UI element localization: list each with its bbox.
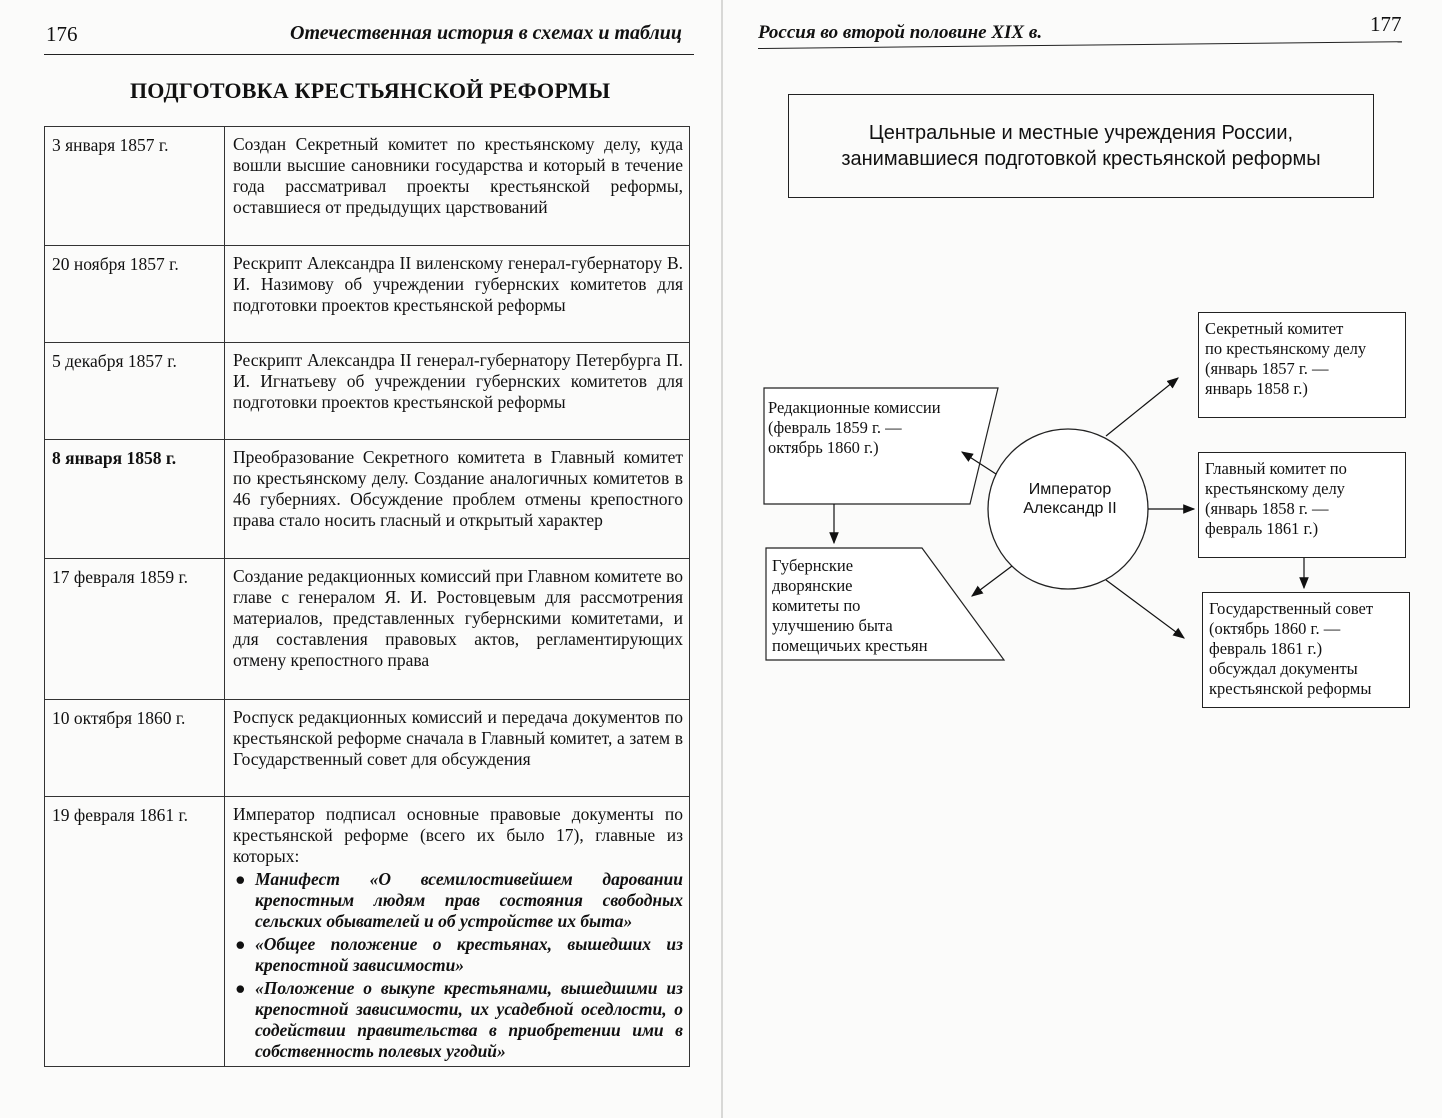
node-line: Александр II xyxy=(1023,500,1117,517)
running-head-left: Отечественная история в схемах и таблиц xyxy=(290,22,682,44)
provincial-committees-label xyxy=(772,556,928,656)
node-line: (январь 1858 г. — xyxy=(1205,499,1329,518)
node-line: Государственный совет xyxy=(1209,599,1374,618)
node-line: февраль 1861 г.) xyxy=(1205,519,1319,538)
document-title: «Положение о выкупе крестьянами, вышедшими из крепостной зависимости, их усадебной оседлости, о содействии правительства в приобретении ими в собственность полевых угодий» xyxy=(255,978,683,1061)
state-council-box xyxy=(1202,592,1410,708)
node-line: по крестьянскому делу xyxy=(1205,339,1367,358)
bullet-icon: ● xyxy=(235,978,246,998)
event-cell: Рескрипт Александра II виленскому генерал-губернатору В. И. Назимову об учреждении губернских комитетов для подготовки проектов крестьянской реформы xyxy=(225,246,690,343)
node-line: октябрь 1860 г.) xyxy=(768,438,879,457)
list-item xyxy=(233,869,683,932)
list-item xyxy=(233,978,683,1062)
table-row xyxy=(45,127,690,246)
bullet-icon: ● xyxy=(235,869,246,889)
node-line: крестьянскому делу xyxy=(1205,479,1345,498)
node-line: крестьянской реформы xyxy=(1209,679,1372,698)
event-cell: Рескрипт Александра II генерал-губернатору Петербурга П. И. Игнатьеву об учреждении губернских комитетов для подготовки проектов крестьянской реформы xyxy=(225,343,690,440)
date-cell: 19 февраля 1861 г. xyxy=(45,797,225,1067)
event-cell: Создан Секретный комитет по крестьянскому делу, куда вошли высшие сановники государства и который в течение года рассматривал проекты крестьянской реформы, оставшиеся от предыдущих царствований xyxy=(225,127,690,246)
node-line: (февраль 1859 г. — xyxy=(768,418,902,437)
date-cell: 17 февраля 1859 г. xyxy=(45,559,225,700)
main-committee-box xyxy=(1198,452,1406,558)
node-line: Губернские xyxy=(772,556,854,575)
date-cell: 20 ноября 1857 г. xyxy=(45,246,225,343)
node-line: Главный комитет по xyxy=(1205,459,1347,478)
arrow-to-council xyxy=(1106,580,1184,638)
page-number-right: 177 xyxy=(1370,12,1402,36)
table-row xyxy=(45,343,690,440)
bullet-icon: ● xyxy=(235,934,246,954)
event-cell xyxy=(225,797,690,1067)
node-line: Император xyxy=(1028,481,1112,498)
table-row xyxy=(45,797,690,1067)
node-line: февраль 1861 г.) xyxy=(1209,639,1323,658)
table-row xyxy=(45,440,690,559)
page-number-left: 176 xyxy=(46,22,78,46)
editorial-commissions-label xyxy=(768,398,941,458)
node-line: (январь 1857 г. — xyxy=(1205,359,1329,378)
arrow-to-provincial xyxy=(972,566,1012,596)
node-line: Секретный комитет xyxy=(1205,319,1344,338)
node-line: комитеты по xyxy=(772,596,861,615)
event-cell: Преобразование Секретного комитета в Главный комитет по крестьянскому делу. Создание аналогичных комитетов в 46 губерниях. Обсуждение проблем отмены крепостного права стало носить гласный и открытый характер xyxy=(225,440,690,559)
table-row xyxy=(45,559,690,700)
diagram-title-line: Центральные и местные учреждения России, xyxy=(868,122,1294,144)
event-cell: Создание редакционных комиссий при Главном комитете во главе с генералом Я. И. Ростовцевым для рассмотрения материалов, представленных губернскими комитетами, и для составления правовых актов, регламентирующих отмену крепостного права xyxy=(225,559,690,700)
node-line: (октябрь 1860 г. — xyxy=(1209,619,1341,638)
document-title: Манифест «О всемилостивейшем даровании крепостным людям прав состояния свободных сельских обывателей и об устройстве их быта» xyxy=(255,869,683,931)
node-line: помещичьих крестьян xyxy=(772,636,928,655)
arrow-to-secret xyxy=(1106,378,1178,436)
running-head-right: Россия во второй половине XIX в. xyxy=(758,22,1043,43)
node-line: январь 1858 г.) xyxy=(1205,379,1308,398)
diagram-title-line: занимавшиеся подготовкой крестьянской реформы xyxy=(841,148,1321,170)
node-line: дворянские xyxy=(772,576,853,595)
node-line: обсуждал документы xyxy=(1209,659,1358,678)
secret-committee-box xyxy=(1198,312,1406,418)
node-line: Редакционные комиссии xyxy=(768,398,941,417)
event-cell: Роспуск редакционных комиссий и передача документов по крестьянской реформе сначала в Главный комитет, а затем в Государственный совет для обсуждения xyxy=(225,700,690,797)
documents-list xyxy=(233,869,683,1062)
document-title: «Общее положение о крестьянах, вышедших из крепостной зависимости» xyxy=(255,934,683,975)
table-row xyxy=(45,700,690,797)
date-cell: 8 января 1858 г. xyxy=(45,440,225,559)
date-cell: 5 декабря 1857 г. xyxy=(45,343,225,440)
right-page xyxy=(722,0,1442,1118)
date-cell: 3 января 1857 г. xyxy=(45,127,225,246)
chronology-table xyxy=(44,126,690,1067)
table-row xyxy=(45,246,690,343)
emperor-label xyxy=(990,480,1150,518)
event-text: Император подписал основные правовые документы по крестьянской реформе (всего их было 17), главные из которых: xyxy=(233,804,683,866)
date-cell: 10 октября 1860 г. xyxy=(45,700,225,797)
node-line: улучшению быта xyxy=(772,616,893,635)
list-item xyxy=(233,934,683,976)
page-title: ПОДГОТОВКА КРЕСТЬЯНСКОЙ РЕФОРМЫ xyxy=(130,78,611,103)
header-rule-left xyxy=(44,54,694,55)
